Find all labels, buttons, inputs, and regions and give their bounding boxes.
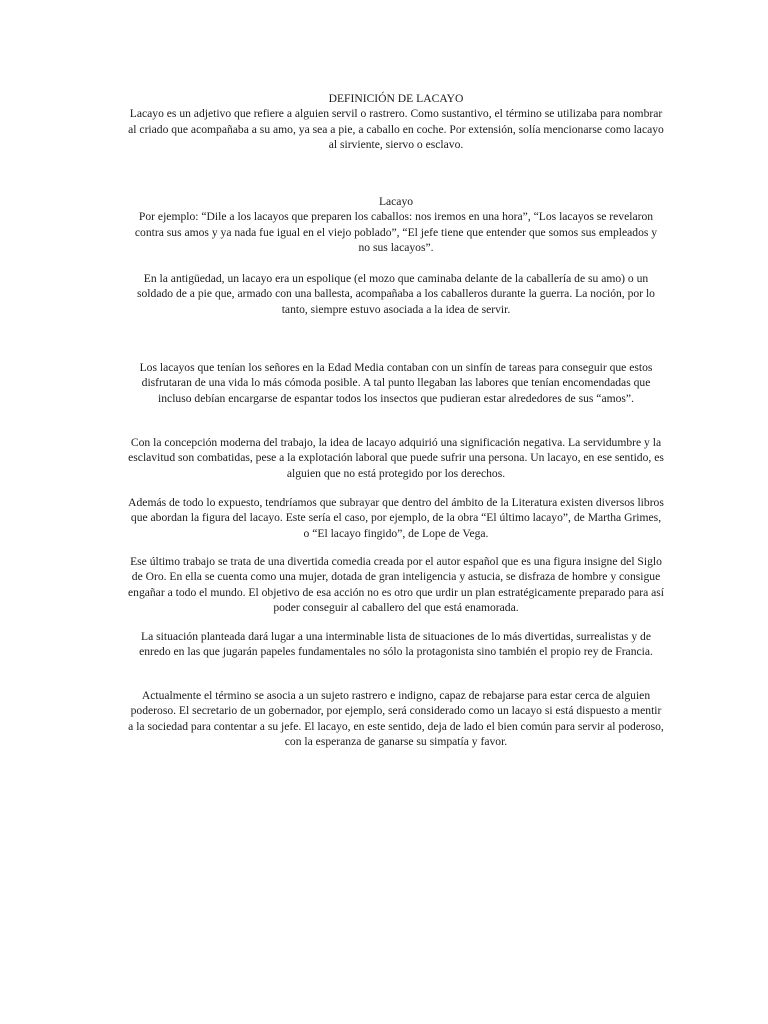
paragraph-text: En la antigüedad, un lacayo era un espolique (el mozo que caminaba delante de la caballería de su amo) o un soldado de a pie que, armado con una ballesta, acompañaba a los caballeros durante la guerra. La noción, por lo tanto, siempre estuvo asociada a la idea de servir.: [137, 272, 655, 316]
paragraph-literature: [128, 495, 664, 541]
paragraph-comedy: [128, 554, 664, 616]
paragraph-middle-ages: [128, 360, 664, 406]
example-section: [128, 194, 664, 256]
paragraph-text: Los lacayos que tenían los señores en la Edad Media contaban con un sinfín de tareas para conseguir que estos disfrutaran de una vida lo más cómoda posible. A tal punto llegaban las labores que tenían encomendadas que incluso debían encargarse de espantar todos los insectos que pudieran estar alrededores de sus “amos”.: [139, 361, 653, 405]
section-subtitle: Lacayo: [378, 195, 414, 208]
paragraph-text: Actualmente el término se asocia a un sujeto rastrero e indigno, capaz de rebajarse para estar cerca de alguien poderoso. El secretario de un gobernador, por ejemplo, será considerado como un lacayo si está dispuesto a mentir a la sociedad para contentar a su jefe. El lacayo, en este sentido, deja de lado el bien común para servir al poderoso, con la esperanza de ganarse su simpatía y favor.: [128, 689, 664, 749]
paragraph-text: Ese último trabajo se trata de una divertida comedia creada por el autor español que es una figura insigne del Siglo de Oro. En ella se cuenta como una mujer, dotada de gran inteligencia y astucia, se disfraza de hombre y consigue engañar a todo el mundo. El objetivo de esa acción no es otro que urdir un plan estratégicamente preparado para así poder conseguir al caballero del que está enamorada.: [128, 555, 665, 615]
paragraph-situation: [128, 629, 664, 660]
paragraph-history: [128, 271, 664, 317]
paragraph-text: Con la concepción moderna del trabajo, la idea de lacayo adquirió una significación negativa. La servidumbre y la esclavitud son combatidas, pese a la explotación laboral que puede sufrir una persona. Un lacayo, en ese sentido, es alguien que no está protegido por los derechos.: [128, 436, 664, 480]
paragraph-text: La situación planteada dará lugar a una interminable lista de situaciones de lo más divertidas, surrealistas y de enredo en las que jugarán papeles fundamentales no sólo la protagonista sino también el propio rey de Francia.: [139, 630, 653, 659]
example-paragraph: Por ejemplo: “Dile a los lacayos que preparen los caballos: nos iremos en una hora”, “Los lacayos se revelaron contra sus amos y ya nada fue igual en el viejo poblado”, “El jefe tiene que entender que somos sus empleados y no sus lacayos”.: [134, 210, 658, 255]
paragraph-current-use: [128, 688, 664, 750]
definition-section: [128, 91, 664, 153]
paragraph-text: Además de todo lo expuesto, tendríamos que subrayar que dentro del ámbito de la Literatura existen diversos libros que abordan la figura del lacayo. Este sería el caso, por ejemplo, de la obra “El último lacayo”, de Martha Grimes, o “El lacayo fingido”, de Lope de Vega.: [128, 496, 664, 540]
document-title: DEFINICIÓN DE LACAYO: [328, 92, 464, 105]
paragraph-modern-work: [128, 435, 664, 481]
intro-paragraph: Lacayo es un adjetivo que refiere a alguien servil o rastrero. Como sustantivo, el término se utilizaba para nombrar al criado que acompañaba a su amo, ya sea a pie, a caballo en coche. Por extensión, solía mencionarse como lacayo al sirviente, siervo o esclavo.: [128, 107, 664, 152]
